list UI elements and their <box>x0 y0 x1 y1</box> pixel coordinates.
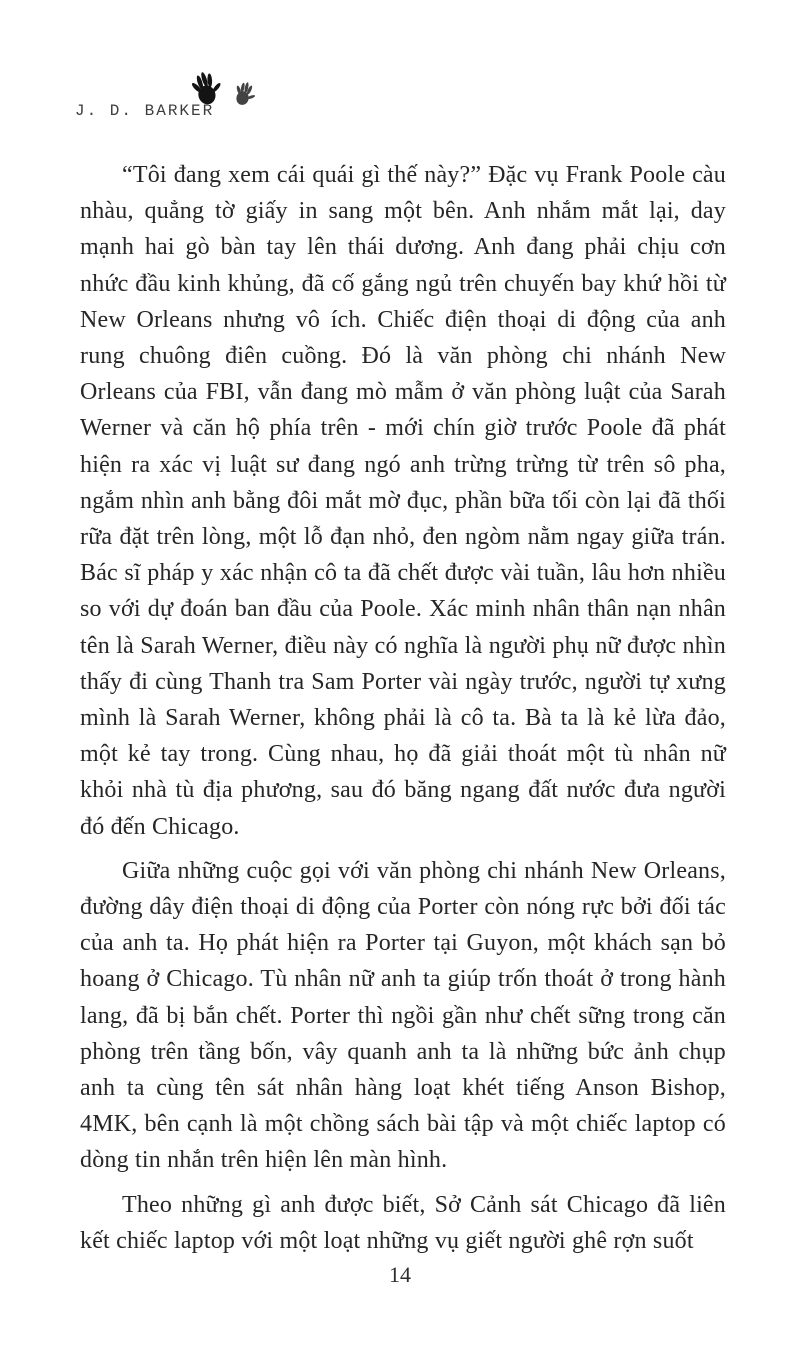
paragraph: Theo những gì anh được biết, Sở Cảnh sát Chicago đã liên kết chiếc laptop với một loạt những vụ giết người ghê rợn suốt <box>80 1191 726 1254</box>
paragraph: “Tôi đang xem cái quái gì thế này?” Đặc vụ Frank Poole càu nhàu, quẳng tờ giấy in sang một bên. Anh nhắm mắt lại, day mạnh hai gò bàn tay lên thái dương. Anh đang phải chịu cơn nhức đầu kinh khủng, đã cố gắng ngủ trên chuyến bay khứ hồi từ New Orleans nhưng vô ích. Chiếc điện thoại di động của anh rung chuông điên cuồng. Đó là văn phòng chi nhánh New Orleans của FBI, vẫn đang mò mẫm ở văn phòng luật của Sarah Werner và căn hộ phía trên - mới chín giờ trước Poole đã phát hiện ra xác vị luật sư đang ngó anh trừng trừng từ trên sô pha, ngắm nhìn anh bằng đôi mắt mờ đục, phần bữa tối còn lại đã thối rữa đặt trên lòng, một lỗ đạn nhỏ, đen ngòm nằm ngay giữa trán. Bác sĩ pháp y xác nhận cô ta đã chết được vài tuần, lâu hơn nhiều so với dự đoán ban đầu của Poole. Xác minh nhân thân nạn nhân tên là Sarah Werner, điều này có nghĩa là người phụ nữ được nhìn thấy đi cùng Thanh tra Sam Porter vài ngày trước, người tự xưng mình là Sarah Werner, không phải là cô ta. Bà ta là kẻ lừa đảo, một kẻ tay trong. Cùng nhau, họ đã giải thoát một tù nhân nữ khỏi nhà tù địa phương, sau đó băng ngang đất nước đưa người đó đến Chicago. <box>80 162 726 840</box>
page-number: 14 <box>389 1262 411 1287</box>
page-body <box>80 157 726 1267</box>
page-header <box>75 60 725 130</box>
author-name: J. D. BARKER <box>75 102 215 120</box>
paragraph: Giữa những cuộc gọi với văn phòng chi nhánh New Orleans, đường dây điện thoại di động của Porter còn nóng rực bởi đối tác của anh ta. Họ phát hiện ra Porter tại Guyon, một khách sạn bỏ hoang ở Chicago. Tù nhân nữ anh ta giúp trốn thoát ở trong hành lang, đã bị bắn chết. Porter thì ngồi gần như chết sững trong căn phòng trên tầng bốn, vây quanh anh ta là những bức ảnh chụp anh ta cùng tên sát nhân hàng loạt khét tiếng Anson Bishop, 4MK, bên cạnh là một chồng sách bài tập và một chiếc laptop có dòng tin nhắn trên hiện lên màn hình. <box>80 857 726 1174</box>
